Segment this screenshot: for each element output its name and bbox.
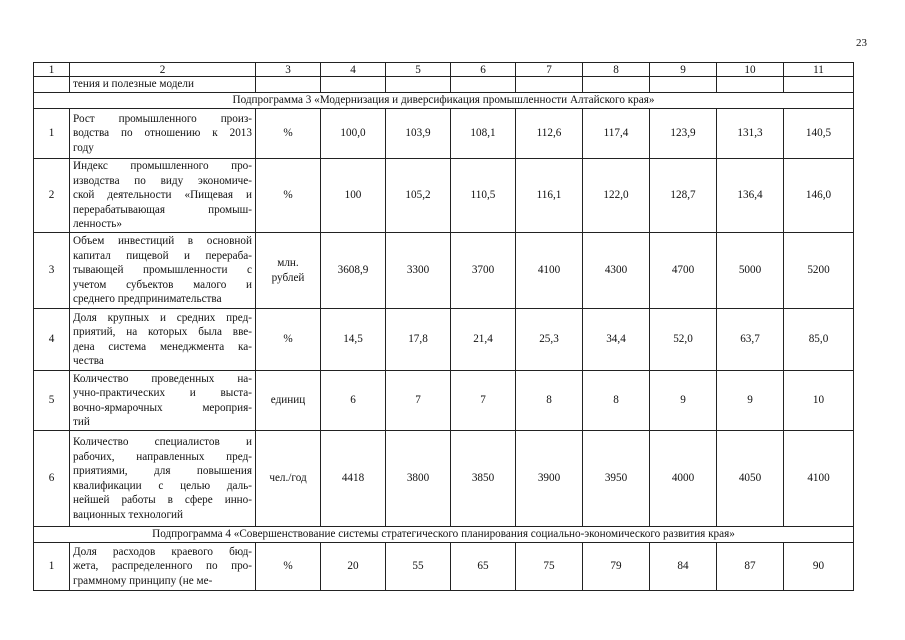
header-col-7: 7 xyxy=(516,63,583,77)
value-col-5: 17,8 xyxy=(386,309,451,371)
value-col-5: 105,2 xyxy=(386,159,451,233)
value-col-10: 63,7 xyxy=(717,309,784,371)
indicator-name-line: Объем инвестиций в основной xyxy=(73,235,252,248)
subprogram-3-row xyxy=(34,93,854,109)
value-col-5: 55 xyxy=(386,543,451,591)
value-col-11: 5200 xyxy=(784,233,854,309)
value-col-7: 112,6 xyxy=(516,109,583,159)
indicator-name-line: нейшей работы в сфере инно- xyxy=(73,494,252,506)
header-col-2: 2 xyxy=(70,63,256,77)
indicator-name-line: Количество специалистов и xyxy=(73,436,252,448)
value-col-8: 79 xyxy=(583,543,650,591)
value-col-9: 84 xyxy=(650,543,717,591)
row-index: 1 xyxy=(34,109,70,159)
value-col-9: 4700 xyxy=(650,233,717,309)
value-col-6: 65 xyxy=(451,543,516,591)
row-index: 4 xyxy=(34,309,70,371)
value-col-10: 131,3 xyxy=(717,109,784,159)
value-col-10: 9 xyxy=(717,371,784,431)
value-col-6: 7 xyxy=(451,371,516,431)
header-col-9: 9 xyxy=(650,63,717,77)
value-col-4: 100 xyxy=(321,159,386,233)
unit: % xyxy=(256,309,321,371)
value-col-6: 3850 xyxy=(451,431,516,527)
value-col-4: 3608,9 xyxy=(321,233,386,309)
header-col-5: 5 xyxy=(386,63,451,77)
value-col-8: 4300 xyxy=(583,233,650,309)
value-col-5: 3300 xyxy=(386,233,451,309)
value-col-8: 122,0 xyxy=(583,159,650,233)
value-col-5: 103,9 xyxy=(386,109,451,159)
value-col-4: 100,0 xyxy=(321,109,386,159)
value-col-4: 4418 xyxy=(321,431,386,527)
unit-line: рублей xyxy=(271,271,305,284)
value-col-11: 10 xyxy=(784,371,854,431)
unit: % xyxy=(256,159,321,233)
indicator-name-line: ленность» xyxy=(73,218,122,231)
indicator-name xyxy=(70,371,256,431)
indicator-name-line: Количество проведенных на- xyxy=(73,372,252,385)
indicator-name-line: Индекс промышленного про- xyxy=(73,160,252,173)
value-col-6: 21,4 xyxy=(451,309,516,371)
header-col-10: 10 xyxy=(717,63,784,77)
indicator-name-line: дена система менеджмента ка- xyxy=(73,340,252,353)
indicator-name xyxy=(70,309,256,371)
value-col-11: 4100 xyxy=(784,431,854,527)
indicator-name-line: перерабатывающая промыш- xyxy=(73,203,252,216)
indicator-4-row xyxy=(34,309,854,371)
subprogram-4-title: Подпрограмма 4 «Совершенствование системы стратегического планирования социально-экономического развития края» xyxy=(34,527,854,543)
value-col-7: 8 xyxy=(516,371,583,431)
indicator-name-line: вационных технологий xyxy=(73,508,184,521)
subprogram-4-row xyxy=(34,527,854,543)
header-col-3: 3 xyxy=(256,63,321,77)
value-col-11: 146,0 xyxy=(784,159,854,233)
indicator-name-line: учно-практических и выста- xyxy=(73,387,252,399)
indicator-name-line: квалификации с целью даль- xyxy=(73,479,252,492)
value-col-7: 25,3 xyxy=(516,309,583,371)
header-row xyxy=(34,63,854,77)
page-number: 23 xyxy=(856,37,867,49)
value-col-8: 34,4 xyxy=(583,309,650,371)
header-col-4: 4 xyxy=(321,63,386,77)
sp4-indicator-1-row xyxy=(34,543,854,591)
indicator-name-line: году xyxy=(73,141,94,154)
unit-line: млн. xyxy=(277,257,299,269)
value-col-7: 4100 xyxy=(516,233,583,309)
indicator-name-line: приятиями, для повышения xyxy=(73,465,252,477)
row-index: 5 xyxy=(34,371,70,431)
indicator-name-line: учетом субъектов малого и xyxy=(73,278,252,291)
indicator-name-line: жета, распределенного по про- xyxy=(73,560,252,573)
value-col-8: 117,4 xyxy=(583,109,650,159)
value-col-11: 85,0 xyxy=(784,309,854,371)
indicator-3-row xyxy=(34,233,854,309)
value-col-4: 14,5 xyxy=(321,309,386,371)
row-index: 1 xyxy=(34,543,70,591)
value-col-7: 75 xyxy=(516,543,583,591)
indicator-name-line: Доля крупных и средних пред- xyxy=(73,311,252,324)
value-col-9: 9 xyxy=(650,371,717,431)
indicator-name-line: Доля расходов краевого бюд- xyxy=(73,545,252,558)
value-col-8: 8 xyxy=(583,371,650,431)
indicator-name-line: среднего предпринимательства xyxy=(73,293,222,306)
value-col-10: 87 xyxy=(717,543,784,591)
value-col-5: 7 xyxy=(386,371,451,431)
value-col-11: 140,5 xyxy=(784,109,854,159)
unit: % xyxy=(256,543,321,591)
indicator-name xyxy=(70,431,256,527)
value-col-10: 136,4 xyxy=(717,159,784,233)
value-col-7: 3900 xyxy=(516,431,583,527)
header-col-8: 8 xyxy=(583,63,650,77)
header-col-11: 11 xyxy=(784,63,854,77)
indicator-name-line: граммному принципу (не ме- xyxy=(73,574,213,587)
indicator-1-row xyxy=(34,109,854,159)
unit: % xyxy=(256,109,321,159)
continuation-name: тения и полезные модели xyxy=(70,77,256,93)
continuation-index xyxy=(34,77,70,93)
continuation-row xyxy=(34,77,854,93)
value-col-9: 4000 xyxy=(650,431,717,527)
indicator-5-row xyxy=(34,371,854,431)
indicator-2-row xyxy=(34,159,854,233)
value-col-11: 90 xyxy=(784,543,854,591)
indicator-name-line: капитал пищевой и перераба- xyxy=(73,249,252,262)
indicators-table xyxy=(33,62,854,591)
subprogram-3-title: Подпрограмма 3 «Модернизация и диверсификация промышленности Алтайского края» xyxy=(34,93,854,109)
indicator-name xyxy=(70,233,256,309)
value-col-6: 3700 xyxy=(451,233,516,309)
value-col-10: 4050 xyxy=(717,431,784,527)
indicator-name-line: Рост промышленного произ- xyxy=(73,112,252,125)
indicator-name-line: рабочих, направленных пред- xyxy=(73,450,252,463)
indicator-name-line: чества xyxy=(73,355,104,367)
indicator-name xyxy=(70,159,256,233)
indicator-name-line: тывающей промышленности с xyxy=(73,264,252,277)
value-col-4: 6 xyxy=(321,371,386,431)
unit: чел./год xyxy=(256,431,321,527)
value-col-6: 108,1 xyxy=(451,109,516,159)
indicator-name-line: ской деятельности «Пищевая и xyxy=(73,189,252,202)
row-index: 3 xyxy=(34,233,70,309)
value-col-9: 128,7 xyxy=(650,159,717,233)
indicator-name-line: вочно-ярмарочных мероприя- xyxy=(73,401,252,414)
indicator-name-line: изводства по виду экономиче- xyxy=(73,174,252,187)
row-index: 2 xyxy=(34,159,70,233)
header-col-6: 6 xyxy=(451,63,516,77)
indicator-name-line: водства по отношению к 2013 xyxy=(73,127,252,140)
value-col-9: 123,9 xyxy=(650,109,717,159)
indicator-name xyxy=(70,109,256,159)
value-col-10: 5000 xyxy=(717,233,784,309)
row-index: 6 xyxy=(34,431,70,527)
value-col-9: 52,0 xyxy=(650,309,717,371)
value-col-7: 116,1 xyxy=(516,159,583,233)
indicator-name xyxy=(70,543,256,591)
indicator-name-line: приятий, на которых была вве- xyxy=(73,326,252,338)
unit: единиц xyxy=(256,371,321,431)
value-col-4: 20 xyxy=(321,543,386,591)
value-col-5: 3800 xyxy=(386,431,451,527)
value-col-6: 110,5 xyxy=(451,159,516,233)
unit xyxy=(256,233,321,309)
indicator-name-line: тий xyxy=(73,416,90,428)
value-col-8: 3950 xyxy=(583,431,650,527)
header-col-1: 1 xyxy=(34,63,70,77)
indicator-6-row xyxy=(34,431,854,527)
